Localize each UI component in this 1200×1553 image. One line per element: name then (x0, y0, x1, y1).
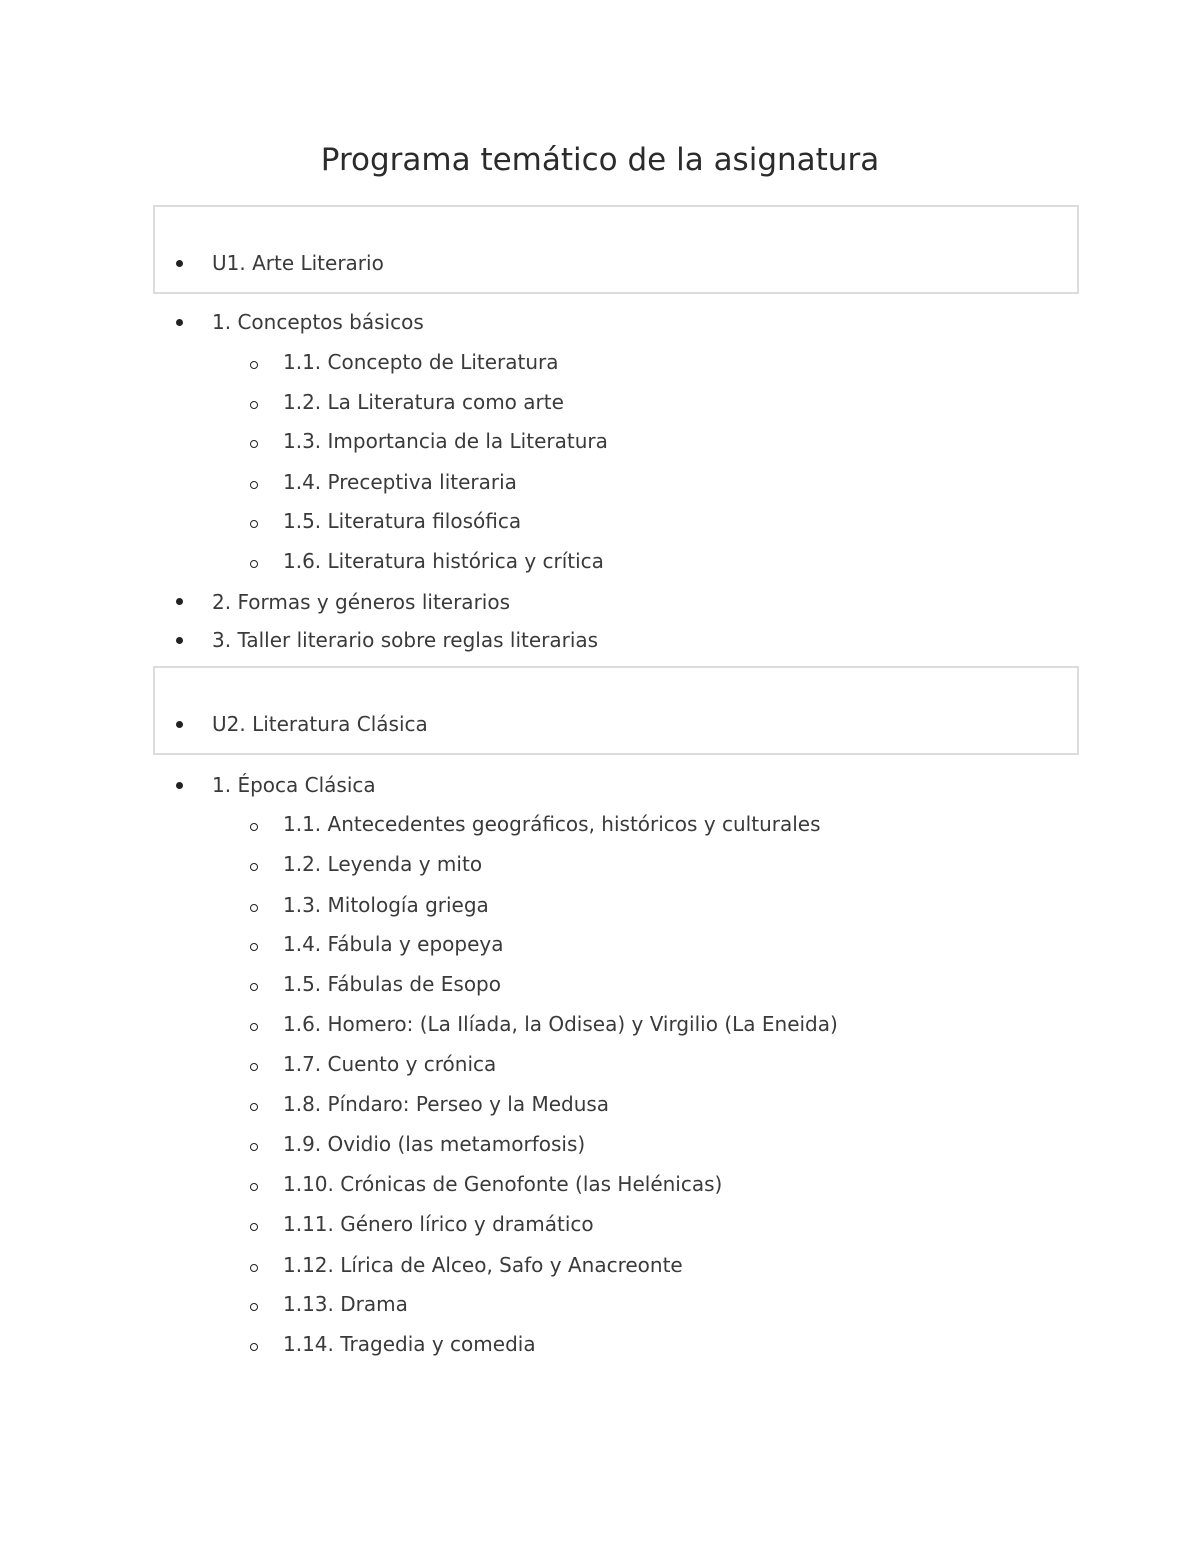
subtopic-item: 1.10. Crónicas de Genofonte (las Helénicas) (283, 1172, 723, 1196)
bullet-circle-icon (250, 1303, 258, 1311)
bullet-dot-icon (176, 721, 183, 728)
subtopic-item: 1.4. Fábula y epopeya (283, 932, 504, 956)
bullet-circle-icon (250, 1264, 258, 1272)
topic-item: 1. Conceptos básicos (212, 310, 424, 334)
bullet-circle-icon (250, 1343, 258, 1351)
bullet-circle-icon (250, 904, 258, 912)
subtopic-item: 1.5. Fábulas de Esopo (283, 972, 501, 996)
subtopic-item: 1.6. Literatura histórica y crítica (283, 549, 604, 573)
bullet-circle-icon (250, 943, 258, 951)
subtopic-item: 1.3. Mitología griega (283, 893, 489, 917)
bullet-circle-icon (250, 1023, 258, 1031)
subtopic-item: 1.12. Lírica de Alceo, Safo y Anacreonte (283, 1253, 683, 1277)
subtopic-item: 1.9. Ovidio (las metamorfosis) (283, 1132, 586, 1156)
subtopic-item: 1.6. Homero: (La Ilíada, la Odisea) y Virgilio (La Eneida) (283, 1012, 838, 1036)
subtopic-item: 1.8. Píndaro: Perseo y la Medusa (283, 1092, 610, 1116)
bullet-dot-icon (176, 598, 183, 605)
subtopic-item: 1.14. Tragedia y comedia (283, 1332, 536, 1356)
bullet-circle-icon (250, 401, 258, 409)
bullet-circle-icon (250, 1223, 258, 1231)
subtopic-item: 1.1. Concepto de Literatura (283, 350, 559, 374)
subtopic-item: 1.2. La Literatura como arte (283, 390, 564, 414)
bullet-circle-icon (250, 361, 258, 369)
topic-item: 1. Época Clásica (212, 773, 376, 797)
bullet-circle-icon (250, 1183, 258, 1191)
bullet-dot-icon (176, 637, 183, 644)
subtopic-item: 1.7. Cuento y crónica (283, 1052, 497, 1076)
page-title: Programa temático de la asignatura (320, 142, 880, 178)
subtopic-item: 1.5. Literatura filosófica (283, 509, 522, 533)
bullet-circle-icon (250, 1063, 258, 1071)
bullet-circle-icon (250, 983, 258, 991)
topic-item: 3. Taller literario sobre reglas literarias (212, 628, 599, 652)
subtopic-item: 1.3. Importancia de la Literatura (283, 429, 608, 453)
subtopic-item: 1.4. Preceptiva literaria (283, 470, 517, 494)
topic-item: 2. Formas y géneros literarios (212, 590, 510, 614)
bullet-circle-icon (250, 440, 258, 448)
unit-heading: U2. Literatura Clásica (212, 712, 428, 736)
subtopic-item: 1.11. Género lírico y dramático (283, 1212, 594, 1236)
subtopic-item: 1.2. Leyenda y mito (283, 852, 483, 876)
bullet-circle-icon (250, 481, 258, 489)
bullet-circle-icon (250, 823, 258, 831)
unit-heading: U1. Arte Literario (212, 251, 384, 275)
bullet-circle-icon (250, 863, 258, 871)
subtopic-item: 1.13. Drama (283, 1292, 408, 1316)
subtopic-item: 1.1. Antecedentes geográficos, históricos y culturales (283, 812, 821, 836)
bullet-circle-icon (250, 560, 258, 568)
bullet-dot-icon (176, 782, 183, 789)
bullet-dot-icon (176, 319, 183, 326)
bullet-circle-icon (250, 520, 258, 528)
bullet-dot-icon (176, 260, 183, 267)
bullet-circle-icon (250, 1143, 258, 1151)
bullet-circle-icon (250, 1103, 258, 1111)
